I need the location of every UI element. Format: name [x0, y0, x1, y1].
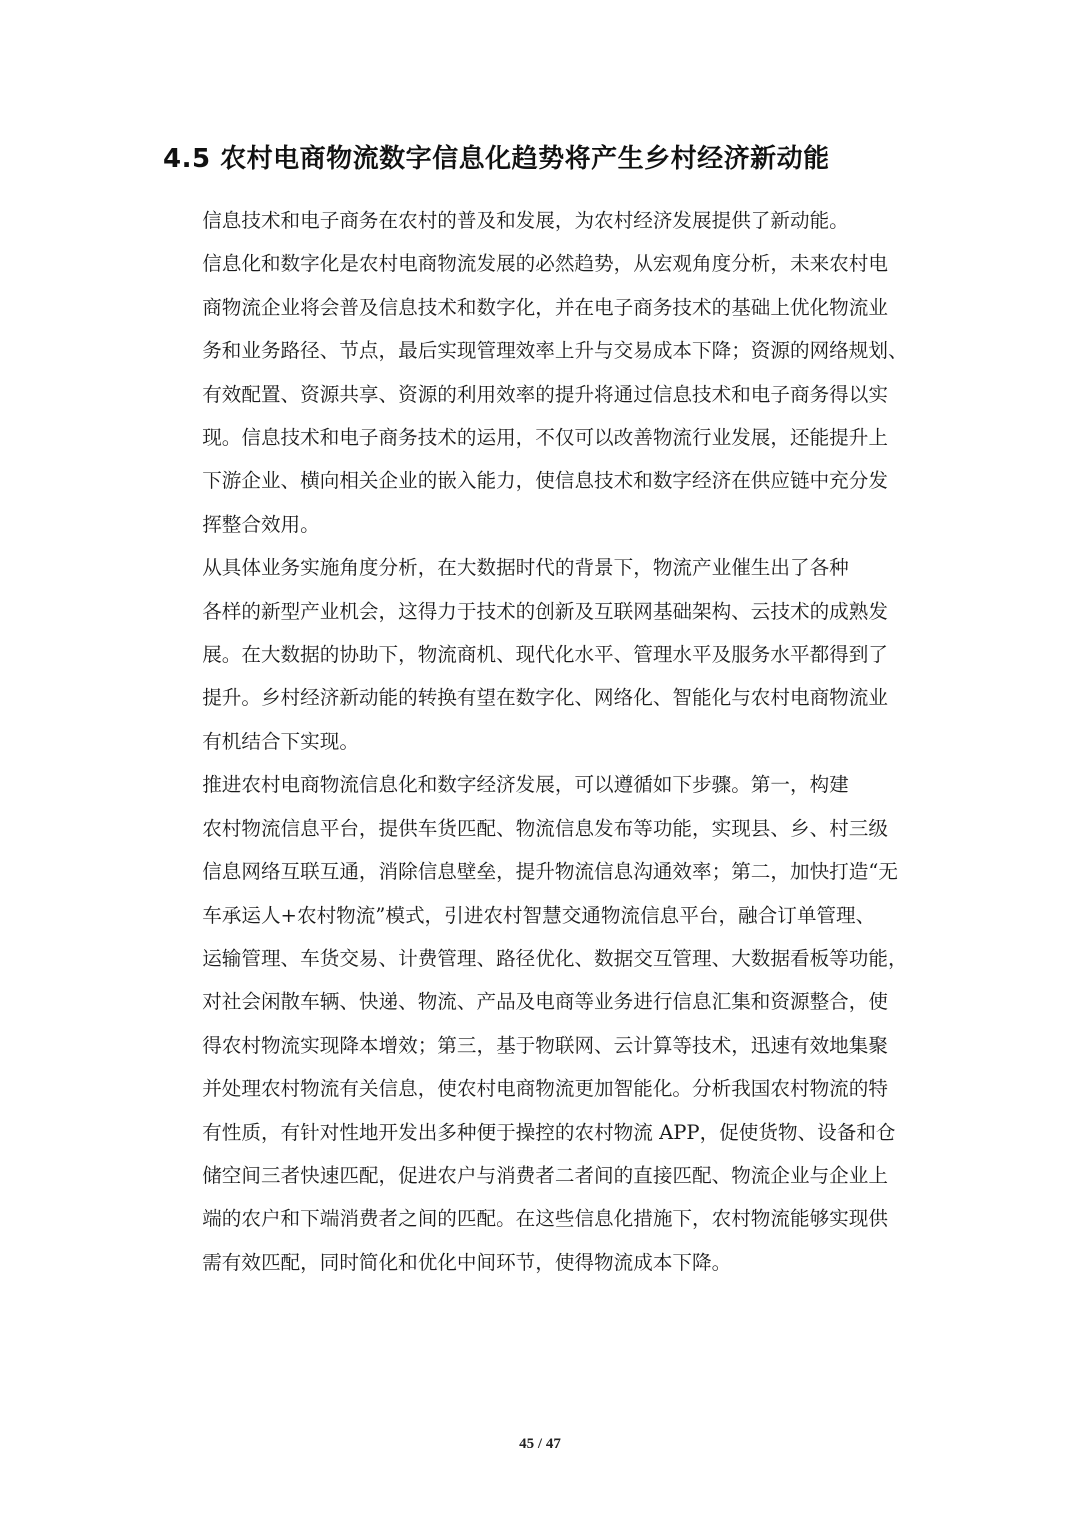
- section-heading: 4.5 农村电商物流数字信息化趋势将产生乡村经济新动能: [163, 144, 830, 174]
- text-line: 车承运人+农村物流”模式，引进农村智慧交通物流信息平台，融合订单管理、: [202, 903, 876, 927]
- text-line: 有效配置、资源共享、资源的利用效率的提升将通过信息技术和电子商务得以实: [202, 382, 888, 406]
- text-line: 并处理农村物流有关信息，使农村电商物流更加智能化。分析我国农村物流的特: [202, 1077, 888, 1101]
- text-line: 从具体业务实施角度分析，在大数据时代的背景下，物流产业催生出了各种: [202, 556, 849, 580]
- text-line: 储空间三者快速匹配，促进农户与消费者二者间的直接匹配、物流企业与企业上: [202, 1163, 888, 1187]
- text-line: 下游企业、横向相关企业的嵌入能力，使信息技术和数字经济在供应链中充分发: [202, 469, 888, 493]
- text-line: 对社会闲散车辆、快递、物流、产品及电商等业务进行信息汇集和资源整合，使: [202, 990, 888, 1014]
- text-line: 运输管理、车货交易、计费管理、路径优化、数据交互管理、大数据看板等功能，: [202, 946, 908, 970]
- text-line: 得农村物流实现降本增效；第三，基于物联网、云计算等技术，迅速有效地集聚: [202, 1033, 888, 1057]
- text-line: 信息技术和电子商务在农村的普及和发展，为农村经济发展提供了新动能。: [202, 209, 849, 232]
- body-text: [163, 199, 918, 1284]
- text-line: 有性质，有针对性地开发出多种便于操控的农村物流 APP，促使货物、设备和仓: [202, 1120, 896, 1144]
- text-line: 各样的新型产业机会，这得力于技术的创新及互联网基础架构、云技术的成熟发: [202, 599, 888, 623]
- text-line: 展。在大数据的协助下，物流商机、现代化水平、管理水平及服务水平都得到了: [202, 643, 888, 667]
- page-number: 45 / 47: [519, 1436, 561, 1452]
- paragraph-2: [163, 546, 918, 763]
- text-line: 现。信息技术和电子商务技术的运用，不仅可以改善物流行业发展，还能提升上: [202, 426, 888, 450]
- text-line: 推进农村电商物流信息化和数字经济发展，可以遵循如下步骤。第一，构建: [202, 773, 849, 797]
- text-line: 有机结合下实现。: [202, 729, 359, 753]
- paragraph-1: [163, 199, 918, 546]
- text-line: 商物流企业将会普及信息技术和数字化，并在电子商务技术的基础上优化物流业: [202, 295, 888, 319]
- text-line: 提升。乡村经济新动能的转换有望在数字化、网络化、智能化与农村电商物流业: [202, 686, 888, 710]
- text-line: 务和业务路径、节点，最后实现管理效率上升与交易成本下降；资源的网络规划、: [202, 339, 908, 363]
- text-line: 端的农户和下端消费者之间的匹配。在这些信息化措施下，农村物流能够实现供: [202, 1207, 888, 1231]
- text-line: 信息网络互联互通，消除信息壁垒，提升物流信息沟通效率；第二，加快打造“无: [202, 860, 898, 884]
- text-line: 农村物流信息平台，提供车货匹配、物流信息发布等功能，实现县、乡、村三级: [202, 816, 888, 840]
- text-line: 需有效匹配，同时简化和优化中间环节，使得物流成本下降。: [202, 1250, 732, 1274]
- text-line: 挥整合效用。: [202, 512, 320, 536]
- text-line: 信息化和数字化是农村电商物流发展的必然趋势，从宏观角度分析，未来农村电: [202, 252, 888, 276]
- paragraph-3: [163, 763, 918, 1284]
